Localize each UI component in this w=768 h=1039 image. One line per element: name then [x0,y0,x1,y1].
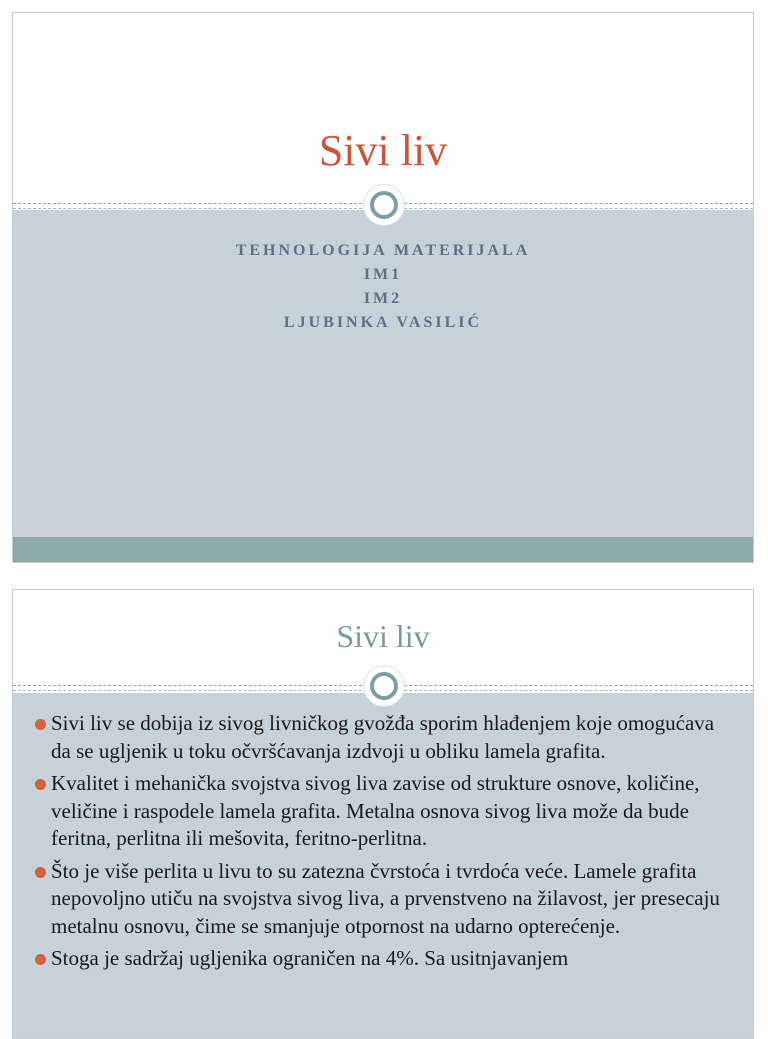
title-slide [12,12,754,563]
bullet-item [35,858,727,941]
slide1-subtitle [13,239,753,335]
bullet-text: Stoga je sadržaj ugljenika ograničen na 4%. Sa usitnjavanjem [51,946,569,970]
bullet-item [35,710,727,765]
bullet-text: Sivi liv se dobija iz sivog livničkog gvožđa sporim hlađenjem koje omogućava da se ugljenik u toku očvršćavanja izdvoji u obliku lamela grafita. [51,711,715,763]
subtitle-line: IM1 [363,266,403,283]
bullet-text: Kvalitet i mehanička svojstva sivog liva zavise od strukture osnove, količine, veličine i raspodele lamela grafita. Metalna osnova sivog liva može da bude feritna, perlitna ili mešovita, feritno-perlitna. [51,771,700,850]
subtitle-line: TEHNOLOGIJA MATERIJALA [235,242,531,259]
ring-ornament-icon [364,185,404,225]
bullet-dot-icon [35,954,46,965]
slide1-footer-bar [13,537,753,563]
bullet-dot-icon [35,867,46,878]
subtitle-line: LJUBINKA VASILIĆ [283,314,483,331]
bullet-dot-icon [35,719,46,730]
bullet-item [35,770,727,853]
bullet-list [35,710,727,978]
slide1-title: Sivi liv [318,126,448,175]
slide2-title: Sivi liv [336,618,430,654]
ring-ornament-icon [364,666,404,706]
bullet-text: Što je više perlita u livu to su zatezna čvrstoća i tvrdoća veće. Lamele grafita nepovoljno utiču na svojstva sivog liva, a prvenstveno na žilavost, jer presecaju metalnu osnovu, čime se smanjuje otpornost na udarno opterećenje. [51,858,720,938]
subtitle-line: IM2 [363,290,403,307]
bullet-item [35,945,727,973]
content-slide [12,589,754,1039]
slide1-top-band [13,13,753,210]
bullet-dot-icon [35,779,46,790]
